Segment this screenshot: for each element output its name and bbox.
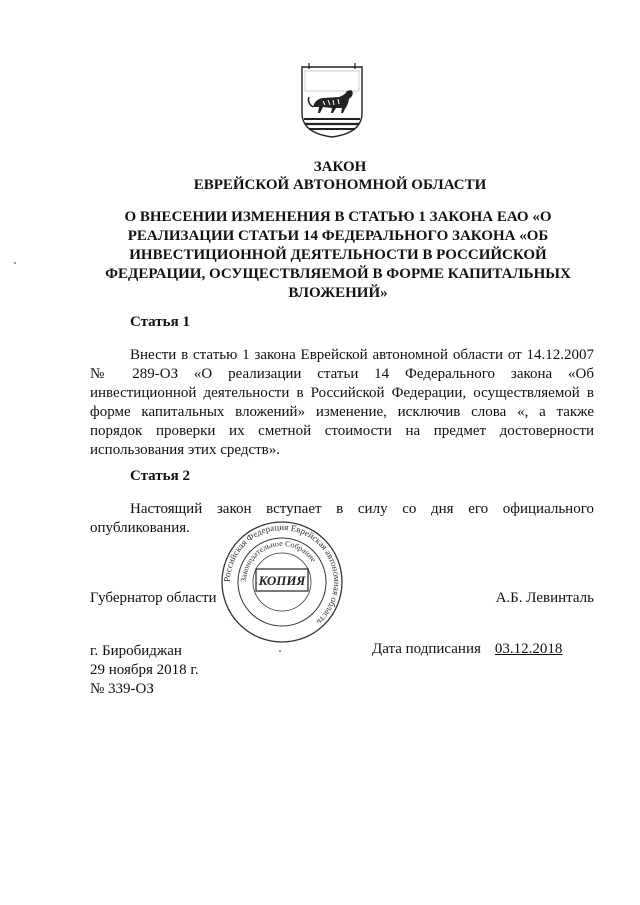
- footer-law-number: № 339-ОЗ: [90, 681, 154, 697]
- signature-position-label: Губернатор области: [90, 590, 217, 606]
- coat-of-arms-emblem: [299, 61, 365, 139]
- footer-date: 29 ноября 2018 г.: [90, 662, 199, 678]
- signing-date-block: [372, 640, 562, 659]
- stamp-center-text: КОПИЯ: [258, 573, 306, 588]
- signing-date-label: Дата подписания: [372, 641, 481, 657]
- article-2-text: Настоящий закон вступает в силу со дня его официального опубликования.: [90, 501, 594, 536]
- official-copy-stamp: [212, 520, 352, 644]
- article-2-heading: Статья 2: [130, 468, 190, 484]
- signing-date-value: 03.12.2018: [494, 641, 563, 657]
- stamp-inner-textpath: Законодательное Собрание: [238, 538, 318, 583]
- article-1-text: Внести в статью 1 закона Еврейской автономной области от 14.12.2007 № 289-ОЗ «О реализации статьи 14 Федерального закона «Об инвестиционной деятельности в Российской Федерации, осуществляемой в форме капитальных вложений» изменение, исключив слова «, а также порядок проверки их сметной стоимости на предмет достоверности использования этих средств».: [90, 347, 594, 458]
- scan-speck: [279, 650, 281, 652]
- footer-city: г. Биробиджан: [90, 643, 182, 659]
- document-type-heading: ЗАКОН: [313, 159, 367, 175]
- region-heading: ЕВРЕЙСКОЙ АВТОНОМНОЙ ОБЛАСТИ: [193, 177, 487, 193]
- stamp-outer-textpath: Российская Федерация Еврейская автономная область: [221, 521, 343, 628]
- article-1-heading: Статья 1: [130, 314, 190, 330]
- scan-speck: [14, 262, 16, 264]
- signatory-name: А.Б. Левинталь: [495, 590, 594, 606]
- law-title: О ВНЕСЕНИИ ИЗМЕНЕНИЯ В СТАТЬЮ 1 ЗАКОНА ЕАО «О РЕАЛИЗАЦИИ СТАТЬИ 14 ФЕДЕРАЛЬНОГО ЗАКОНА «ОБ ИНВЕСТИЦИОННОЙ ДЕЯТЕЛЬНОСТИ В РОССИЙСКОЙ ФЕДЕРАЦИИ, ОСУЩЕСТВЛЯЕМОЙ В ФОРМЕ КАПИТАЛЬНЫХ ВЛОЖЕНИЙ»: [105, 209, 571, 301]
